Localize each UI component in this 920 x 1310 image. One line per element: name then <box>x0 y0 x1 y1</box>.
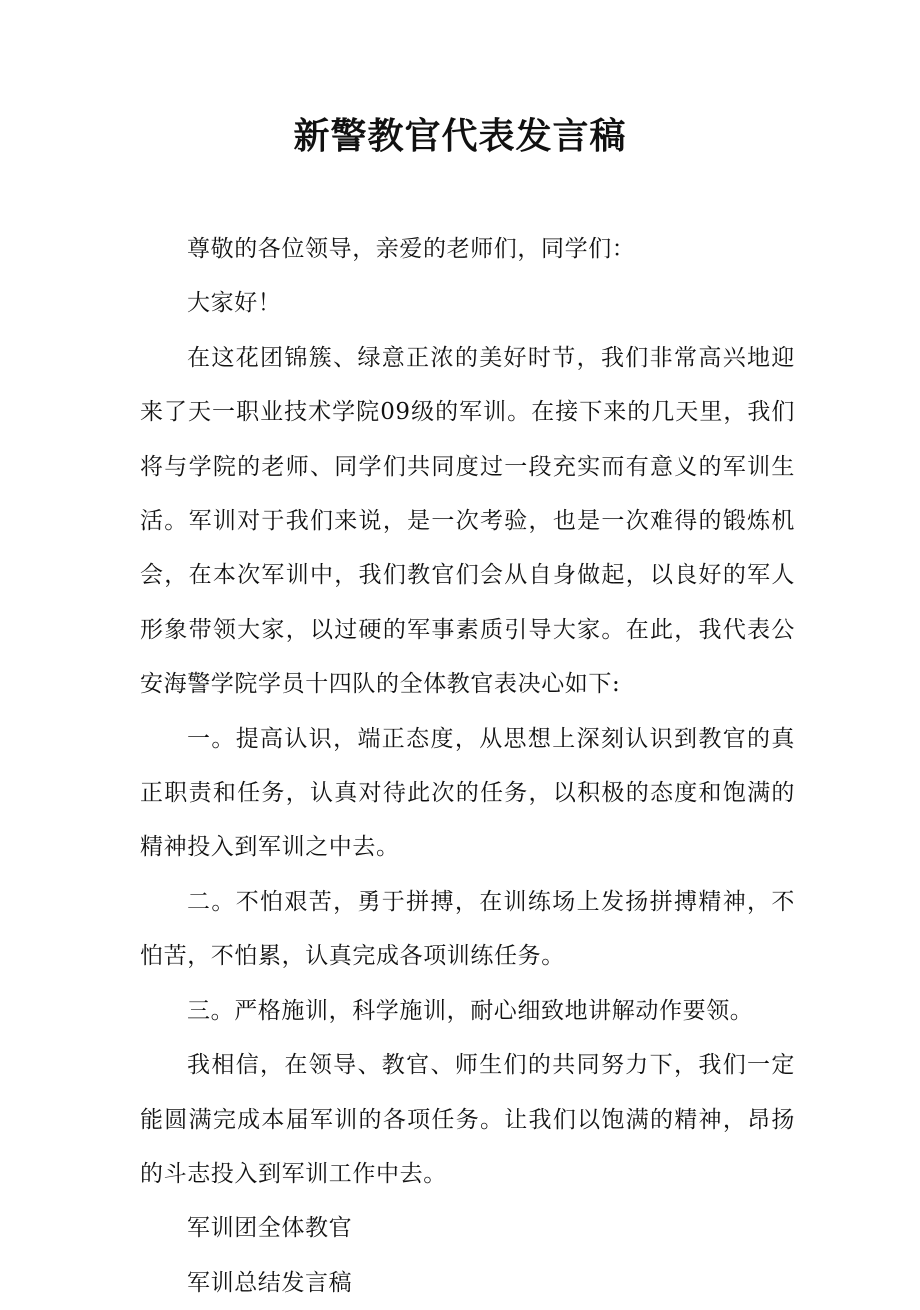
document-title: 新警教官代表发言稿 <box>293 115 627 157</box>
paragraph-point-two: 二。不怕艰苦，勇于拼搏，在训练场上发扬拼搏精神，不怕苦，不怕累，认真完成各项训练任务。 <box>140 888 795 970</box>
signature-line: 军训团全体教官 <box>187 1215 353 1242</box>
greeting-line: 尊敬的各位领导，亲爱的老师们，同学们： <box>187 236 636 262</box>
paragraph-point-three: 三。严格施训，科学施训，耐心细致地讲解动作要领。 <box>187 997 754 1024</box>
footer-line: 军训总结发言稿 <box>187 1269 353 1296</box>
hello-line: 大家好！ <box>187 290 282 317</box>
document-body <box>140 222 795 1310</box>
paragraph-intro: 在这花团锦簇、绿意正浓的美好时节，我们非常高兴地迎来了天一职业技术学院09级的军训。在接下来的几天里，我们将与学院的老师、同学们共同度过一段充实而有意义的军训生活。军训对于我们来说，是一次考验，也是一次难得的锻炼机会，在本次军训中，我们教官们会从自身做起，以良好的军人形象带领大家，以过硬的军事素质引导大家。在此，我代表公安海警学院学员十四队的全体教官表决心如下: <box>140 344 795 698</box>
paragraph-point-one: 一。提高认识，端正态度，从思想上深刻认识到教官的真正职责和任务，认真对待此次的任务，以积极的态度和饱满的精神投入到军训之中去。 <box>140 725 795 861</box>
paragraph-closing: 我相信，在领导、教官、师生们的共同努力下，我们一定能圆满完成本届军训的各项任务。让我们以饱满的精神，昂扬的斗志投入到军训工作中去。 <box>140 1052 795 1187</box>
